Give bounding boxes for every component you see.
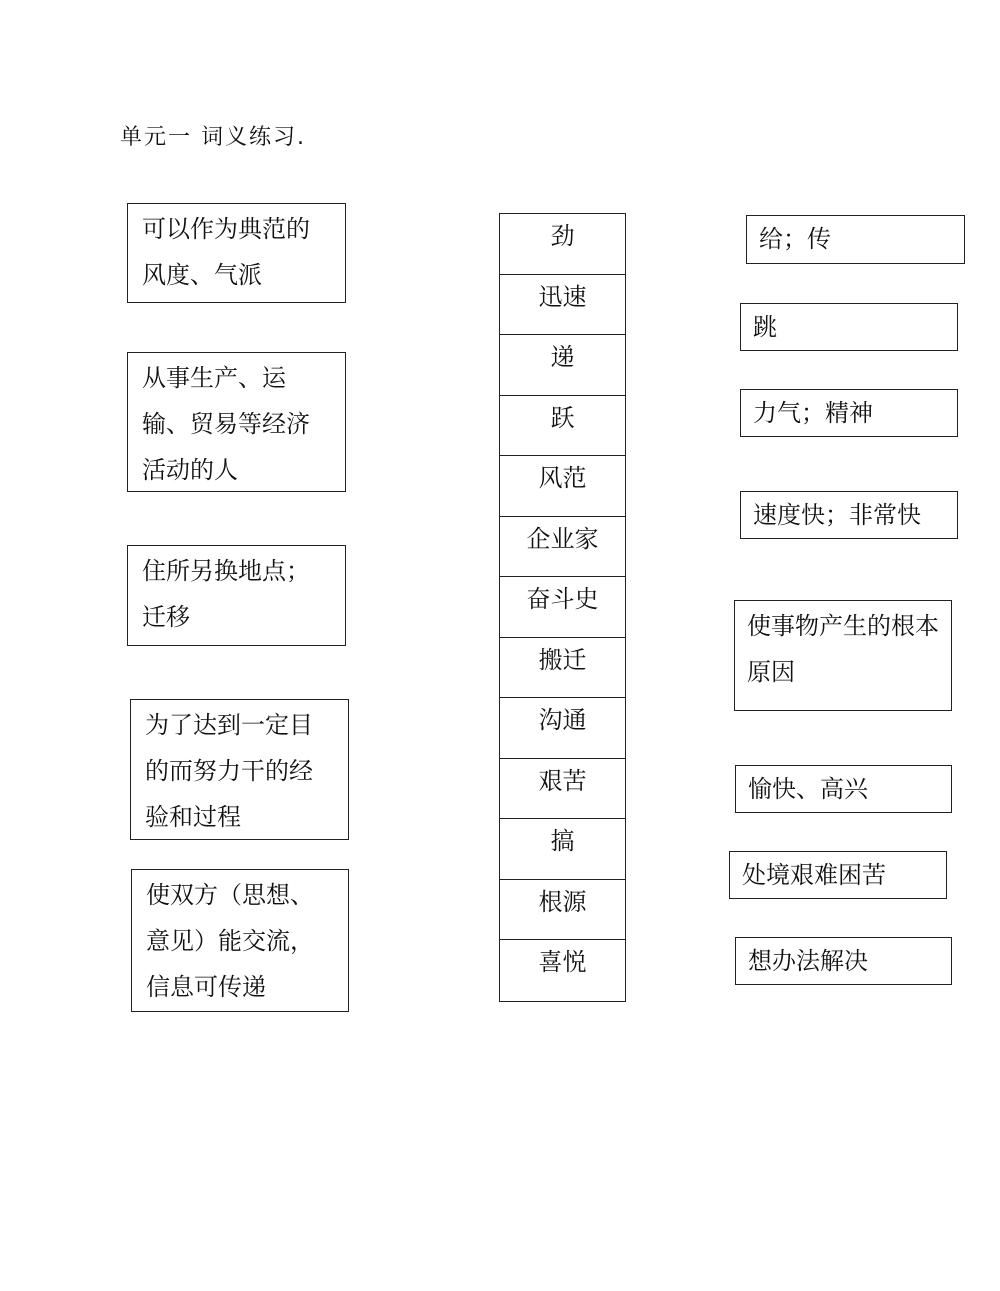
right-definition-text: 力气；精神 xyxy=(753,399,873,427)
right-definition-box-8[interactable] xyxy=(735,937,952,985)
right-definition-text: 处境艰难困苦 xyxy=(742,861,886,889)
left-definition-box-5[interactable] xyxy=(131,869,349,1012)
right-definition-text: 想办法解决 xyxy=(748,947,868,975)
word-cell[interactable]: 迅速 xyxy=(500,275,625,336)
right-definition-text: 使事物产生的根本原因 xyxy=(747,612,939,686)
right-definition-box-1[interactable] xyxy=(746,215,965,264)
word-cell[interactable]: 企业家 xyxy=(500,517,625,578)
left-definition-box-3[interactable] xyxy=(127,545,346,646)
right-definition-box-4[interactable] xyxy=(740,491,958,539)
right-definition-text: 愉快、高兴 xyxy=(748,775,868,803)
left-definition-text: 住所另换地点；迁移 xyxy=(142,557,310,631)
left-definition-text: 可以作为典范的风度、气派 xyxy=(142,215,310,289)
word-cell[interactable]: 奋斗史 xyxy=(500,577,625,638)
word-cell[interactable]: 根源 xyxy=(500,880,625,941)
word-column xyxy=(499,213,626,1002)
right-definition-box-3[interactable] xyxy=(740,389,958,437)
right-definition-box-7[interactable] xyxy=(729,851,947,899)
word-cell[interactable]: 搬迁 xyxy=(500,638,625,699)
left-definition-box-4[interactable] xyxy=(130,699,349,840)
word-cell[interactable]: 艰苦 xyxy=(500,759,625,820)
right-definition-box-2[interactable] xyxy=(740,303,958,351)
word-cell[interactable]: 跃 xyxy=(500,396,625,457)
worksheet-title: 单元一 词义练习. xyxy=(120,125,306,150)
left-definition-text: 为了达到一定目的而努力干的经验和过程 xyxy=(145,711,313,831)
word-cell[interactable]: 搞 xyxy=(500,819,625,880)
left-definition-box-2[interactable] xyxy=(127,352,346,492)
word-cell[interactable]: 喜悦 xyxy=(538,948,587,976)
word-cell[interactable]: 递 xyxy=(500,335,625,396)
word-cell[interactable]: 风范 xyxy=(500,456,625,517)
word-cell[interactable]: 劲 xyxy=(500,214,625,275)
left-definition-text: 从事生产、运输、贸易等经济活动的人 xyxy=(142,364,310,484)
word-cell[interactable]: 沟通 xyxy=(500,698,625,759)
right-definition-text: 速度快；非常快 xyxy=(753,501,921,529)
left-definition-text: 使双方（思想、意见）能交流，信息可传递 xyxy=(146,881,314,1001)
right-definition-text: 跳 xyxy=(753,313,777,341)
right-definition-box-6[interactable] xyxy=(735,765,952,813)
right-definition-box-5[interactable] xyxy=(734,600,952,711)
right-definition-text: 给；传 xyxy=(759,225,831,253)
left-definition-box-1[interactable] xyxy=(127,203,346,303)
